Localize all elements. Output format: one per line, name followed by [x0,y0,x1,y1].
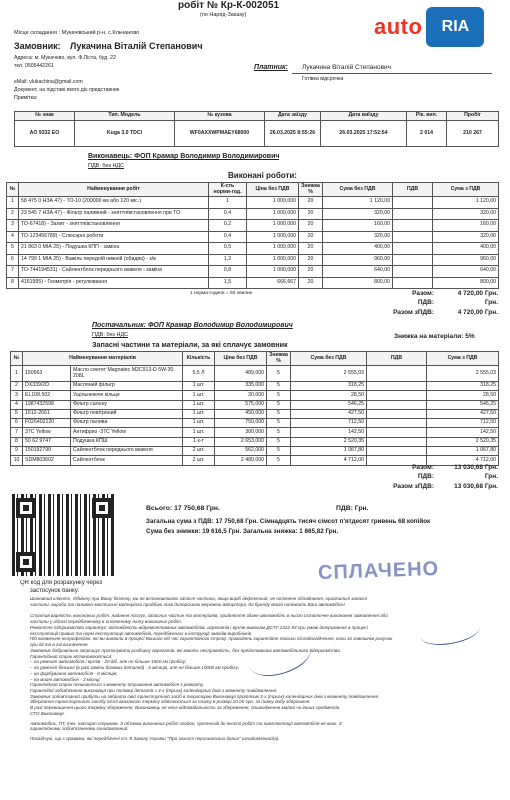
works-cell: 640,00 [433,266,499,278]
qr-caption-line-2: застосунок банку: [30,588,80,594]
works-cell: 58 475 0 НЗА 47) - ТО-10 (200000 км або 120 міс.) [19,197,209,209]
legal-line: – на фарбування автомобіля - 6 місяців; [30,670,118,676]
works-cell: 20 [299,254,323,266]
legal-line: Замовник зобов'язаний прибути на забрати свій транспортний засіб в територію Виконавця протягом 3-х (трьох) календарних днів з моменту повідомлення. [30,693,380,699]
legal-line: гарантійними зобов'язаннями ознайомлений. [30,726,129,732]
parts-cell: 1 шт. [183,391,215,400]
parts-cell: 7 [11,428,23,437]
legal-line: СТО Виконавця. [30,710,65,716]
parts-table-header [11,352,499,366]
parts-vat-label: ПДВ: [417,473,434,480]
parts-cell: 5 [267,391,291,400]
parts-cell: 5 [11,409,23,418]
works-cell: 1 120,00 [323,197,393,209]
norm-hour-note: 1 норма-година = 60 хвилин [190,291,253,296]
parts-total-vat: 13 030,68 Грн. [454,483,498,490]
works-executor: Виконавець: ФОП Крамар Володимир Володимирович [88,153,280,160]
parts-row [11,447,499,456]
note-label: Примітка: [14,95,38,101]
parts-total-label: Разом: [412,464,434,471]
works-cell: 4 [7,231,19,243]
parts-cell: 28,50 [291,391,367,400]
works-cell: 0,2 [209,220,247,232]
parts-row [11,428,499,437]
parts-cell: 1 шт. [183,382,215,391]
works-cell: 320,00 [433,231,499,243]
works-vat: ПДВ: без НДС [88,163,125,169]
works-cell: 1,5 [209,277,247,289]
works-vat-label: ПДВ: [417,299,434,306]
works-cell: 8 [7,277,19,289]
car-th-plate: № знак [15,112,75,121]
parts-cell: SDM803602 [23,456,71,465]
parts-cell [367,419,427,428]
parts-cell: 142,50 [427,428,499,437]
parts-cell: 2 555,03 [427,366,499,382]
car-th-arrival: Дата заїзду [265,112,321,121]
customer-name: Лукачина Віталій Степанович [70,41,203,51]
works-cell: 7 [7,266,19,278]
car-th-year: Рік. вип. [407,112,447,121]
parts-cell: Масляний фільтр [71,382,183,391]
car-table [14,111,499,147]
parts-cell: 142,50 [291,428,367,437]
works-cell: 4161995) - Геометрія - регулювання [19,277,209,289]
parts-cell: 28,50 [427,391,499,400]
works-cell: 320,00 [323,231,393,243]
works-cell: 2 [7,208,19,220]
paid-stamp: СПЛАЧЕНО [317,557,440,585]
parts-cell: 1512-2661 [23,409,71,418]
parts-cell: 2 480,000 [215,456,267,465]
legal-line: Гарантійний строк починається з моменту отримання автомобіля з ремонту. [30,682,205,688]
parts-cell: 5 [267,400,291,409]
parts-row [11,419,499,428]
works-cell: 1 120,00 [433,197,499,209]
car-arrival: 26.03.2025 8:55:26 [265,121,321,147]
parts-cell: 5 [267,447,291,456]
works-total-label: Разом: [412,290,434,297]
works-th-discount: Знижка % [299,183,323,197]
summary-vat: ПДВ: Грн. [336,505,369,512]
parts-cell: 1 шт. [183,400,215,409]
parts-cell: Сайлентблок [71,456,183,465]
parts-cell: Фільтр повітряний [71,409,183,418]
parts-cell: 2 [11,382,23,391]
works-cell [393,266,433,278]
parts-supplier: Постачальник: ФОП Крамар Володимир Володимирович [92,322,293,329]
works-total-vat-label: Разом зПДВ: [393,309,434,316]
parts-cell [367,400,427,409]
works-cell: 20 [299,266,323,278]
parts-total-vat-label: Разом зПДВ: [393,483,434,490]
works-row [7,220,499,232]
works-th-vat: ПДВ [393,183,433,197]
works-cell [393,243,433,255]
parts-title: Запасні частини та матеріали, за які сплачує замовник [92,340,288,349]
works-cell: 3 [7,220,19,232]
legal-line: при дії та в гаї визначення. [30,642,89,648]
works-row [7,243,499,255]
works-title: Виконані роботи: [228,171,297,180]
works-cell: 1 000,000 [247,208,299,220]
parts-cell: 5,5 Л [183,366,215,382]
parts-row [11,437,499,446]
parts-cell: 5 [267,437,291,446]
parts-th-sum: Сума без ПДВ [291,352,367,366]
car-table-row [15,121,499,147]
parts-vat: ПДВ: без НДС [92,332,129,338]
parts-cell: 30,000 [215,391,267,400]
parts-cell: 750,000 [215,419,267,428]
works-cell [393,208,433,220]
legal-line: Зберігання транспортного засобу після вказаного терміну здійснюється за плату в розмірі 20,00 грн. за повну добу зберігання. [30,699,311,705]
payer-type: Готівка відсрочка [302,76,344,82]
works-cell: 20 [299,243,323,255]
parts-cell: 4 712,00 [291,456,367,465]
parts-cell: DX339/2D [23,382,71,391]
parts-cell: 575,000 [215,400,267,409]
works-cell: 21 863 0 МІА 25) - Подушка КПП - заміна [19,243,209,255]
parts-th-sum-vat: Сума з ПДВ [427,352,499,366]
parts-row [11,382,499,391]
qr-caption-line-1: QR код для розрахунку через [20,580,103,586]
works-th-name: Найменування робіт [19,183,209,197]
parts-cell: 712,50 [291,419,367,428]
works-row [7,254,499,266]
works-cell: 0,8 [209,266,247,278]
legal-line: – на ремонт бензині (в разі заміни базових деталей) - 6 місяців, але не більше 10000 км пробігу; [30,665,240,671]
document-subtitle: (по Наряд-Заказу) [200,12,247,18]
parts-cell [367,428,427,437]
parts-cell: 5 [267,428,291,437]
parts-cell: 546,25 [291,400,367,409]
parts-cell [367,437,427,446]
parts-cell: 5 [267,456,291,465]
parts-total: 13 030,68 Грн. [454,464,498,471]
works-cell: 320,00 [433,208,499,220]
parts-cell [367,447,427,456]
parts-cell: 37C Yellow [23,428,71,437]
parts-th-discount: Знижка % [267,352,291,366]
car-mileage: 210 267 [447,121,499,147]
parts-cell: 5 [267,366,291,382]
payment-qr-code [12,494,116,576]
works-row [7,231,499,243]
works-cell: 1 000,000 [247,197,299,209]
works-cell: 1 000,000 [247,243,299,255]
car-departure: 26.03.2025 17:52:54 [321,121,407,147]
customer-address: Адреса: м. Мукачево, вул. Ф.Ліста, буд. 22 [14,55,116,61]
doc-basis: Документ, на підставі якого діє представник [14,87,120,93]
parts-cell: 150192790 [23,447,71,456]
legal-line: В разі перевищення цього терміну збереження, Виконавець не несе відповідальність за збереження, пошкодження майна чи інших предметів. [30,705,341,711]
works-cell [393,220,433,232]
watermark-brand: auto [374,14,423,39]
parts-cell: 4 [11,400,23,409]
summary-all: Всього: 17 750,68 Грн. [146,505,220,512]
works-cell: 800,00 [433,277,499,289]
works-cell: 640,00 [323,266,393,278]
works-cell: 20 [299,208,323,220]
parts-cell: 489,000 [215,366,267,382]
works-cell: 1 000,000 [247,231,299,243]
works-row [7,277,499,289]
parts-cell: 10 [11,456,23,465]
parts-cell: 427,50 [427,409,499,418]
parts-cell: 2 шт. [183,447,215,456]
parts-th-vat: ПДВ [367,352,427,366]
works-cell: 1 [209,197,247,209]
works-cell: 960,00 [323,254,393,266]
works-cell: 0,5 [209,243,247,255]
parts-cell: 450,000 [215,409,267,418]
parts-cell [367,382,427,391]
works-th-hours: К-сть норми-год. [209,183,247,197]
works-cell: 0,4 [209,208,247,220]
works-cell: 960,00 [433,254,499,266]
parts-cell: 2 520,35 [427,437,499,446]
parts-cell: Ущільнююче кільце [71,391,183,400]
legal-terms [30,596,500,742]
parts-row [11,400,499,409]
parts-cell: 546,25 [427,400,499,409]
car-plate: АО 9332 ЕО [15,121,75,147]
works-cell: 5 [7,243,19,255]
works-cell: 1,2 [209,254,247,266]
parts-cell: 427,50 [291,409,367,418]
car-table-header [15,112,499,121]
parts-cell: 1 шт. [183,419,215,428]
works-th-sum-vat: Сума з ПДВ [433,183,499,197]
parts-cell: Антифриз -37С Yellow [71,428,183,437]
customer-email: eMail: vlukachina@gmail.com [14,79,83,85]
car-year: 2 014 [407,121,447,147]
works-th-sum: Сума без ПДВ [323,183,393,197]
works-total: 4 720,00 Грн. [457,290,498,297]
works-row [7,208,499,220]
parts-cell: Фільтр салону [71,400,183,409]
works-cell: 1 000,000 [247,254,299,266]
works-table-header [7,183,499,197]
works-cell: 1 [7,197,19,209]
legal-line: Автомобіль, ПТ, тех. паспорт отримав. З об'ємом виконаних робіт згоден, претензій до якості робіт та комплектації автомобіля не маю. З [30,720,342,726]
parts-vat-total: Грн. [484,473,498,480]
parts-cell: 2 555,03 [291,366,367,382]
works-th-num: № [7,183,19,197]
car-th-departure: Дата виїзду [321,112,407,121]
parts-row [11,366,499,382]
payer-label: Платник: [254,64,288,71]
payer-name: Лукачина Віталій Степанович [302,64,392,71]
parts-cell: 2 шт. [183,456,215,465]
works-cell: ТО-67418) - Залит - зняття/встановлення [19,220,209,232]
summary-no-discount: Сума без знижки: 19 616,5 Грн. Загальна знижка: 1 865,82 Грн. [146,528,339,535]
parts-cell: 2 653,000 [215,437,267,446]
legal-line: частини у обсязі передбаченому в оплаченому Акту виконаних робіт. [30,619,183,625]
works-cell: 20 [299,220,323,232]
works-cell: 23 545 7 НЗА 47) - Фільтр паливний - зняття/встановлення при ТО [19,208,209,220]
parts-cell: 1 шт. [183,409,215,418]
works-cell: 800,00 [323,277,393,289]
parts-cell: 300,000 [215,428,267,437]
qr-finder-bottom-left [16,552,36,572]
works-cell [393,231,433,243]
works-cell: 160,00 [323,220,393,232]
works-cell: 0,4 [209,231,247,243]
payer-underline [292,73,492,74]
works-cell [393,197,433,209]
works-row [7,266,499,278]
works-cell: 320,00 [323,208,393,220]
car-th-model: Тип. Модель [75,112,175,121]
parts-cell: 3 [11,391,23,400]
legal-line: Гарантійний строк встановлюється: [30,653,113,659]
qr-finder-top-left [16,498,36,518]
works-cell: 20 [299,277,323,289]
parts-cell: Масло синтет Magnatec M2C913-D 5W-30. 208L [71,366,183,382]
works-cell: 400,00 [323,243,393,255]
parts-cell: F026402120 [23,419,71,428]
parts-cell: 150563 [23,366,71,382]
parts-cell: Сайлентблок переднього важеля [71,447,183,456]
parts-cell: Фільтр палива [71,419,183,428]
car-model: Kuga 3.0 TDCI [75,121,175,147]
parts-cell: 5 [267,409,291,418]
document-title: робіт № Кр-К-002051 [178,0,280,11]
legal-line: Посвідчую, що з правами, які передбачені ст. 8 Закону України "Про захист персональних даних" ознайомлений(а). [30,736,280,742]
works-cell: 400,00 [433,243,499,255]
parts-cell: EL108.502 [23,391,71,400]
car-th-vin: № кузова [175,112,265,121]
parts-row [11,391,499,400]
legal-line: Шановний клієнте, Обмінну при Вашу безпеку, ми не встановлюємо запасні частини, якщо виріб дефектний, не оплачене обладнання, оригінальні запасні [30,596,367,601]
works-cell [393,254,433,266]
parts-cell: 1 к-т [183,437,215,446]
works-cell: 6 [7,254,19,266]
parts-cell: 1 шт. [183,428,215,437]
legal-line: Замовник добровільно запрошує пропонувати розборку агрегатів, які мають несправність, без представника автомобільного підприємства. [30,647,341,653]
works-cell: 160,00 [433,220,499,232]
parts-cell: 1 [11,366,23,382]
legal-line: Сплатив вартість виконаних робіт, надання послуг, запасних частин та матеріалів, прийняття здане автомобіль в нього остаточне виконання замовлення або [30,613,388,619]
parts-cell: 4 712,00 [427,456,499,465]
legal-line: – на ремонт автомобіля і вузлів - 20 діб, але не більше 1500 км пробігу; [30,659,187,665]
autoria-watermark [374,4,502,50]
customer-label: Замовник: [14,41,61,51]
legal-line: Ремонтне підприємство гарантує: відповідність відремонтованих автомобілів, агрегатів і вузлів вимогам ДСТУ 2322-93 при умові дотримання в процесі [30,624,368,630]
legal-line: експлуатації правил та норм експлуатації автомобілів, передбачених в інструкції заводів-виробників. [30,630,253,636]
parts-cell: 1 067,80 [427,447,499,456]
parts-cell: 712,50 [427,419,499,428]
customer-phone: тел. 0505442261 [14,63,54,69]
parts-discount: Знижка на матеріали: 5% [394,333,475,340]
summary-total-text: Загальна сума з ПДВ: 17 750,68 Грн. Сімнадцять тисяч сімсот п'ятдесят гривень 68 копійок [146,518,431,525]
parts-cell: 5 [267,419,291,428]
parts-cell: 318,25 [427,382,499,391]
car-vin: WF0AXXWPMAEY68000 [175,121,265,147]
parts-th-price: Ціна без ПДВ [215,352,267,366]
parts-row [11,409,499,418]
legal-line: Гарантійні зобов'язання виконавця при поломці деталей з 3-х (трьох) календарних днів з моменту повідомлення. [30,688,278,694]
works-vat-total: Грн. [484,299,498,306]
works-th-price: Ціна без ПДВ [247,183,299,197]
parts-th-name: Найменування матеріалів [23,352,183,366]
parts-cell [367,366,427,382]
watermark-badge: RIA [426,7,484,47]
car-th-mileage: Пробіг [447,112,499,121]
works-cell: 666,667 [247,277,299,289]
works-cell: 1 000,000 [247,220,299,232]
parts-cell: 562,000 [215,447,267,456]
parts-cell: 8 [11,437,23,446]
parts-cell: 335,000 [215,382,267,391]
parts-cell: 9 [11,447,23,456]
parts-cell: 5 [267,382,291,391]
works-cell: 1 000,000 [247,266,299,278]
parts-cell: Подушка КПШ [71,437,183,446]
works-cell: ТО-744194531) - Сайлентблок переднього важеля - заміна [19,266,209,278]
parts-cell: 1 067,80 [291,447,367,456]
works-row [7,197,499,209]
works-cell: ТО-123456789) - Слюсарні роботи [19,231,209,243]
works-table [6,182,499,289]
parts-th-qty: Кількість [183,352,215,366]
legal-line: частини, вироби та паливно-мастильні матеріали придбані поза дилерською мережею імпортера, до бренду якого належить Ваш автомобіль! [30,601,346,607]
parts-cell [367,391,427,400]
parts-th-num: № [11,352,23,366]
parts-cell: 318,25 [291,382,367,391]
parts-cell: 50 62 9747 [23,437,71,446]
parts-cell: 1987432598 [23,400,71,409]
works-cell: 20 [299,197,323,209]
works-total-vat: 4 720,00 Грн. [457,309,498,316]
parts-table [10,351,499,466]
legal-line: Під виявлення непрофесійні, які ви виявили в процесі Вашого під час гарантійного строку, проводять гарантійне тольки післядосвідчення, коли за зовнішнім рахунок [30,636,393,642]
parts-cell [367,409,427,418]
legal-line: – на мийні автомобіля - 3 місяці; [30,676,101,682]
works-cell [393,277,433,289]
parts-cell: 6 [11,419,23,428]
works-cell: 20 [299,231,323,243]
qr-finder-top-right [92,498,112,518]
place-of-drafting: Місце складання : Мукачівський р-н, с.Кльчаново [14,30,140,36]
works-cell: 14 799 1 МІА 25) - Важіль передній нижній (обидва) - з/в [19,254,209,266]
parts-cell: 2 520,35 [291,437,367,446]
